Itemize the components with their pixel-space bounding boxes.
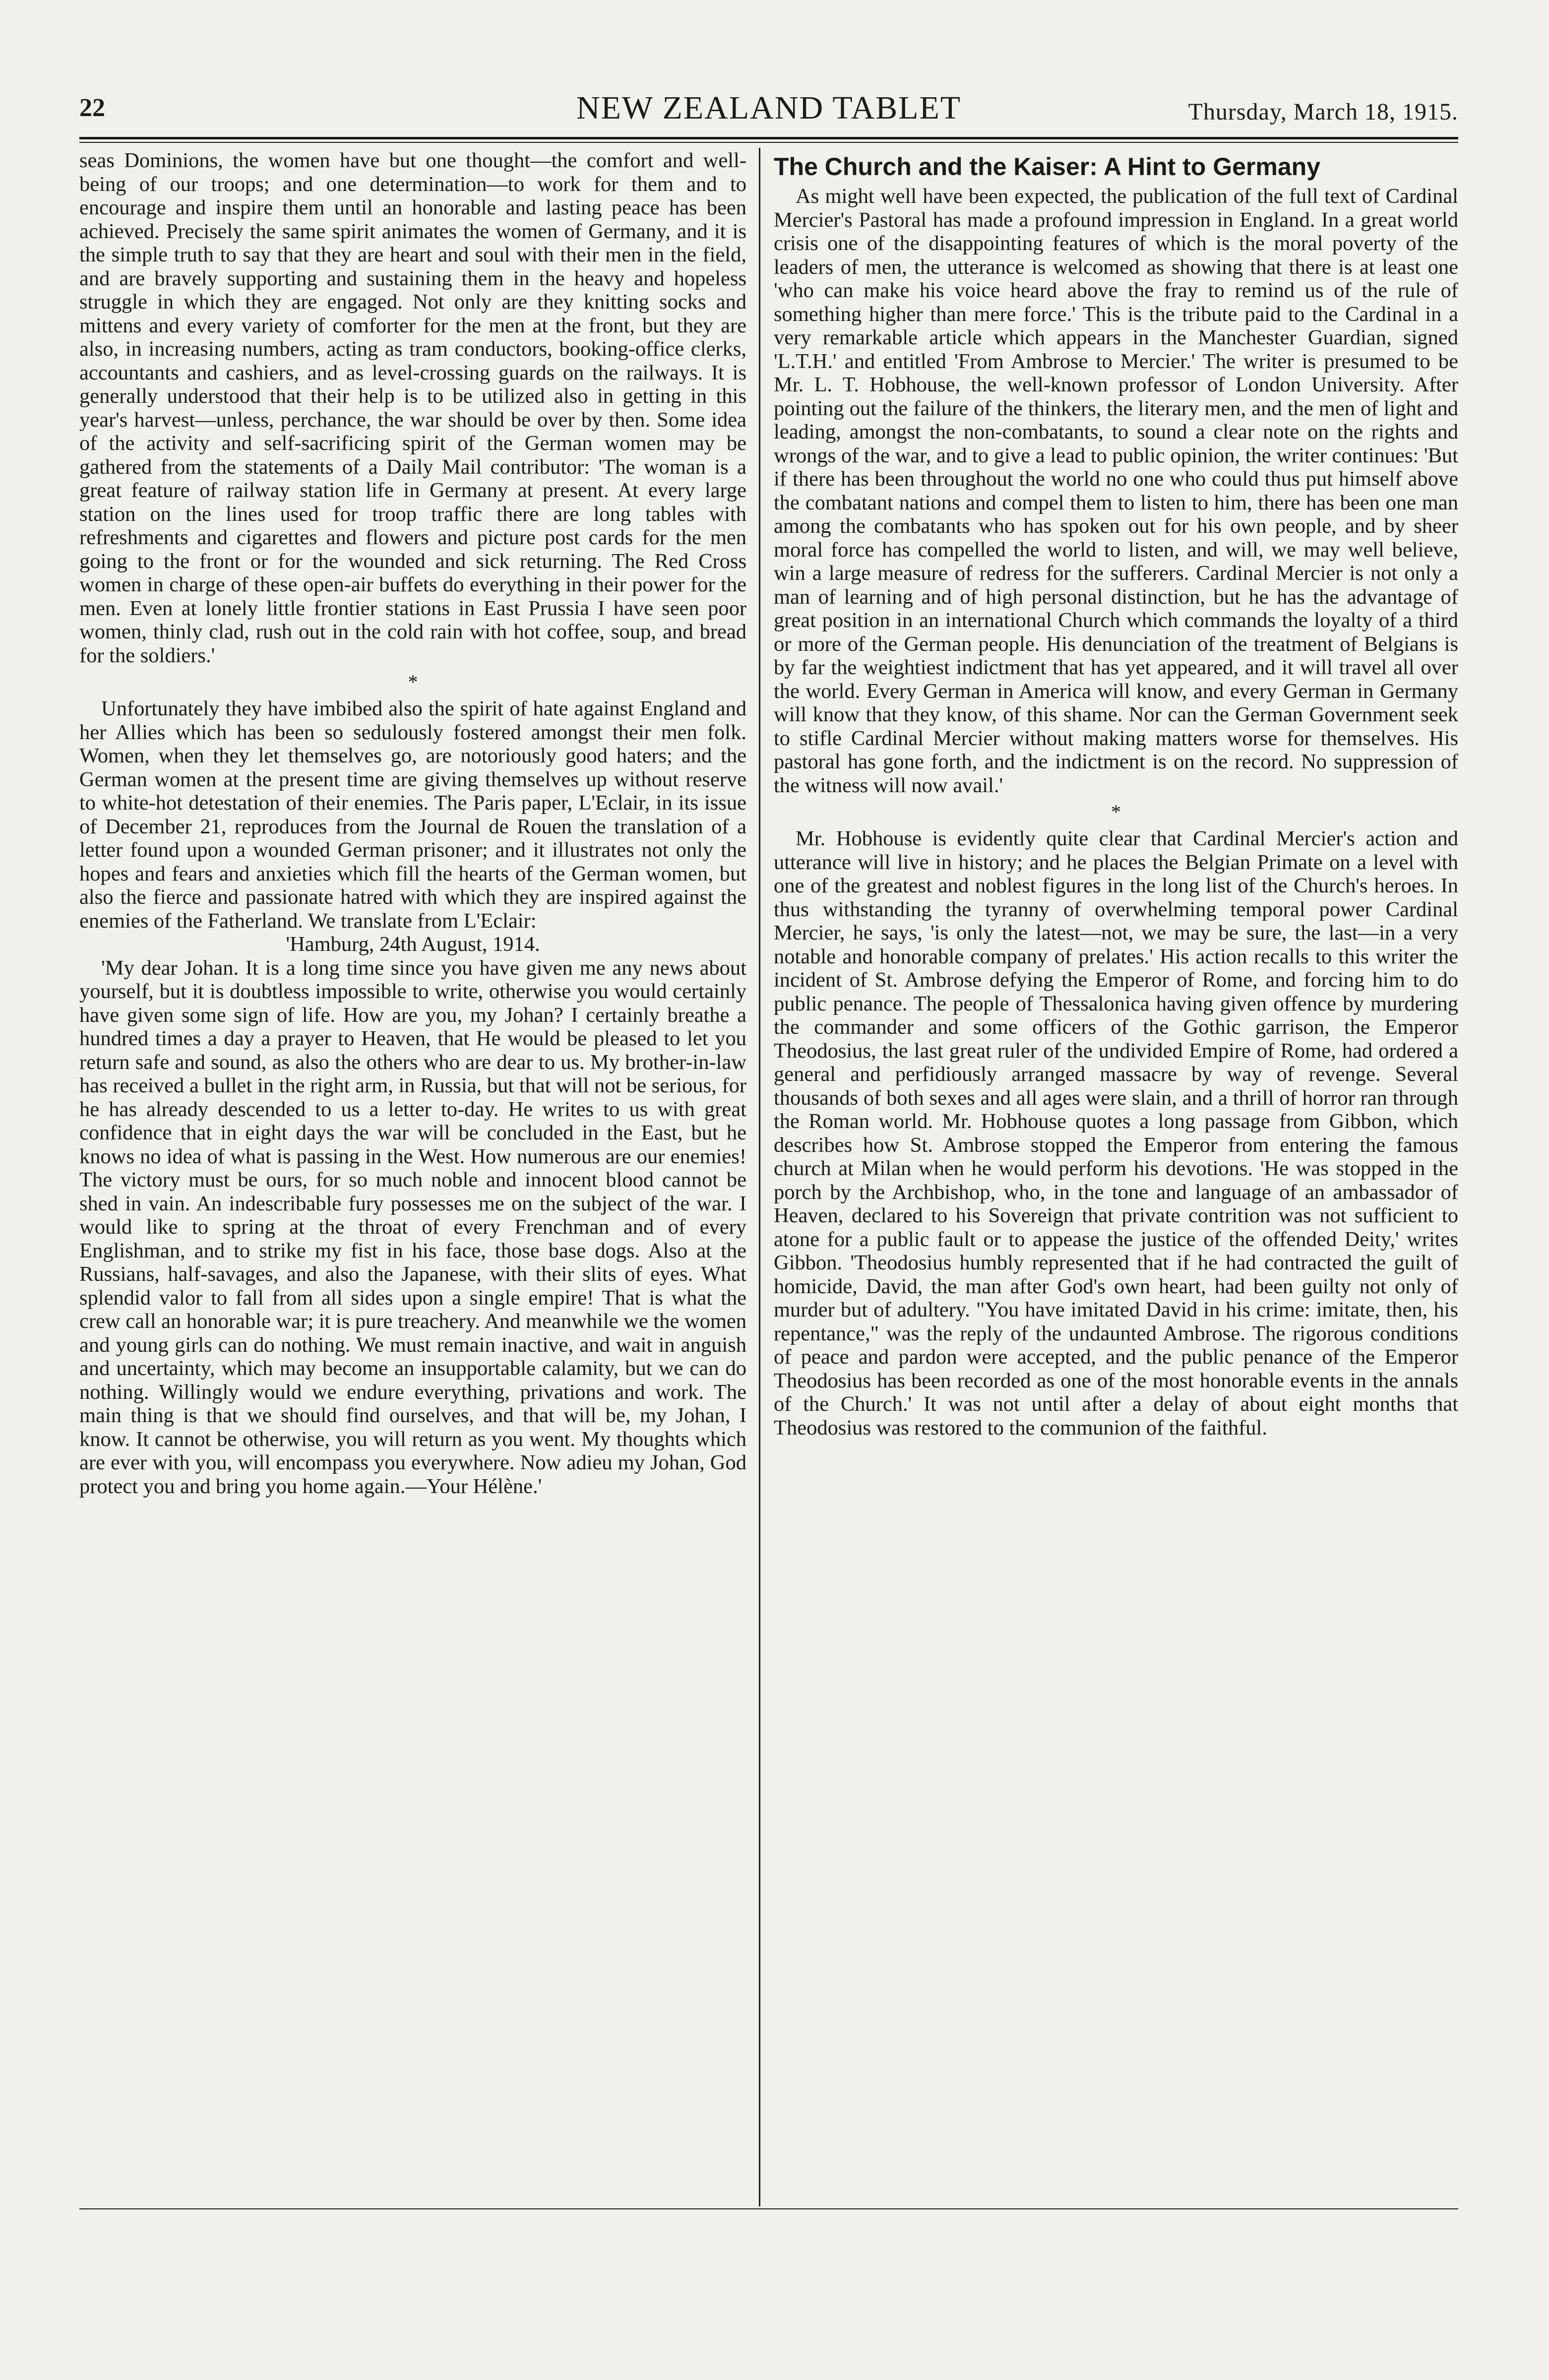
issue-date: Thursday, March 18, 1915. — [1188, 99, 1458, 125]
article-title: The Church and the Kaiser: A Hint to Germany — [774, 153, 1321, 181]
column-divider — [759, 148, 760, 2206]
header-rule — [79, 137, 1458, 139]
section-break-star: * — [1111, 801, 1121, 823]
left-column — [79, 149, 746, 1498]
left-paragraph-2: Unfortunately they have imbibed also the spirit of hate against England and her Allies which has been so sedulously fostered amongst their men folk. Women, when they let themselves go, are notoriously good haters; and the German women at the present time are giving themselves up without reserve to white-hot detestation of their enemies. The Paris paper, L'Eclair, in its issue of December 21, reproduces from the Journal de Rouen the translation of a letter found upon a wounded German prisoner; and it illustrates not only the hopes and fears and anxieties which fill the hearts of the German women, but also the fierce and passionate hatred with which they are inspired against the enemies of the Fatherland. We translate from L'Eclair: — [79, 697, 746, 933]
right-paragraph-2: Mr. Hobhouse is evidently quite clear that Cardinal Mercier's action and utterance will live in history; and he places the Belgian Primate on a level with one of the greatest and noblest figures in the long list of the Church's heroes. In thus withstanding the tyranny of overwhelming temporal power Cardinal Mercier, he says, 'is only the latest—not, we may be sure, the last—in a very notable and honorable company of prelates.' His action recalls to this writer the incident of St. Ambrose defying the Emperor of Rome, and forcing him to do public penance. The people of Thessalonica having given offence by murdering the commander and some officers of the Gothic garrison, the Emperor Theodosius, the last great ruler of the undivided Empire of Rome, had ordered a general and perfidiously arranged massacre by way of revenge. Several thousands of both sexes and all ages were slain, and a thrill of horror ran through the Roman world. Mr. Hobhouse quotes a long passage from Gibbon, which describes how St. Ambrose stopped the Emperor from entering the famous church at Milan when he would perform his devotions. 'He was stopped in the porch by the Archbishop, who, in the tone and language of an ambassador of Heaven, declared to his Sovereign that private contrition was not sufficient to atone for a public fault or to appease the justice of the offended Deity,' writes Gibbon. 'Theodosius humbly represented that if he had contracted the guilt of homicide, David, the man after God's own heart, had been guilty not only of murder but of adultery. "You have imitated David in his crime: imitate, then, his repentance," was the reply of the undaunted Ambrose. The rigorous conditions of peace and pardon were accepted, and the public penance of the Emperor Theodosius has been recorded as one of the most honorable events in the annals of the Church.' It was not until after a delay of about eight months that Theodosius was restored to the communion of the faithful. — [774, 827, 1458, 1440]
page-number: 22 — [79, 94, 105, 122]
header-rule-thin — [79, 142, 1458, 143]
letter-dateline: 'Hamburg, 24th August, 1914. — [286, 933, 540, 956]
right-column — [774, 149, 1458, 1440]
page-header — [79, 89, 1458, 134]
right-paragraph-1: As might well have been expected, the publication of the full text of Cardinal Mercier's Pastoral has made a profound impression in England. In a great world crisis one of the disappointing features of which is the moral poverty of the leaders of men, the utterance is welcomed as showing that there is at least one 'who can make his voice heard above the fray to remind us of the rule of something higher than mere force.' This is the tribute paid to the Cardinal in a very remarkable article which appears in the Manchester Guardian, signed 'L.T.H.' and entitled 'From Ambrose to Mercier.' The writer is presumed to be Mr. L. T. Hobhouse, the well-known professor of London University. After pointing out the failure of the thinkers, the literary men, and the men of light and leading, amongst the non-combatants, to sound a clear note on the rights and wrongs of the war, and to give a lead to public opinion, the writer continues: 'But if there has been throughout the world no one who could thus put himself above the combatant nations and compel them to listen to him, there has been one man among the combatants who has spoken out for his own people, and by sheer moral force has compelled the world to listen, and will, we may well believe, win a large measure of redress for the sufferers. Cardinal Mercier is not only a man of learning and of high personal distinction, but he has the advantage of great position in an international Church which commands the loyalty of a third or more of the German people. His denunciation of the treatment of Belgians is by far the weightiest indictment that has yet appeared, and it will travel all over the world. Every German in America will know, and every German in Germany will know that they know, of this shame. Nor can the German Government seek to stifle Cardinal Mercier without making matters worse for themselves. His pastoral has gone forth, and the indictment is on the record. No suppression of the witness will now avail.' — [774, 185, 1458, 797]
letter-body: 'My dear Johan. It is a long time since you have given me any news about yourself, but it is doubtless impossible to write, otherwise you would certainly have given some sign of life. How are you, my Johan? I certainly breathe a hundred times a day a prayer to Heaven, that He would be pleased to let you return safe and sound, as also the others who are dear to us. My brother-in-law has received a bullet in the right arm, in Russia, but that will not be serious, for he has already descended to us a letter to-day. He writes to us with great confidence that in eight days the war will be concluded in the East, but he knows no idea of what is passing in the West. How numerous are our enemies! The victory must be ours, for so much noble and innocent blood cannot be shed in vain. An indescribable fury possesses me on the subject of the war. I would like to spring at the throat of every Frenchman and of every Englishman, and to strike my fist in his face, those base dogs. Also at the Russians, half-savages, and also the Japanese, with their slits of eyes. What splendid valor to fall from all sides upon a single empire! That is what the crew call an honorable war; it is pure treachery. And meanwhile we the women and young girls can do nothing. We must remain inactive, and wait in anguish and uncertainty, which may become an insupportable calamity, but we can do nothing. Willingly would we endure everything, privations and work. The main thing is that we should find ourselves, and that will be, my Johan, I know. It cannot be otherwise, you will return as you went. My thoughts which are ever with you, will encompass you everywhere. Now adieu my Johan, God protect you and bring you home again.—Your Hélène.' — [79, 956, 746, 1498]
masthead-title: NEW ZEALAND TABLET — [576, 90, 962, 126]
footer-rule — [79, 2208, 1458, 2209]
left-paragraph-1: seas Dominions, the women have but one thought—the comfort and well-being of our troops; and one determination—to work for them and to encourage and inspire them until an honorable and lasting peace has been achieved. Precisely the same spirit animates the women of Germany, and it is the simple truth to say that they are heart and soul with their men in the field, and are bravely supporting and sustaining them in the heavy and hopeless struggle in which they are engaged. Not only are they knitting socks and mittens and every variety of comforter for the men at the front, but they are also, in increasing numbers, acting as tram conductors, booking-office clerks, accountants and cashiers, and as level-crossing guards on the railways. It is generally understood that their help is to be utilized also in getting in this year's harvest—unless, perchance, the war should be over by then. Some idea of the activity and self-sacrificing spirit of the German women may be gathered from the statements of a Daily Mail contributor: 'The woman is a great feature of railway station life in Germany at present. At every large station on the lines used for troop traffic there are long tables with refreshments and cigarettes and flowers and picture post cards for the men going to the front or for the wounded and sick returning. The Red Cross women in charge of these open-air buffets do everything in their power for the men. Even at lonely little frontier stations in East Prussia I have seen poor women, thinly clad, rush out in the cold rain with hot coffee, soup, and bread for the soldiers.' — [79, 149, 746, 667]
section-break-star: * — [408, 671, 418, 693]
